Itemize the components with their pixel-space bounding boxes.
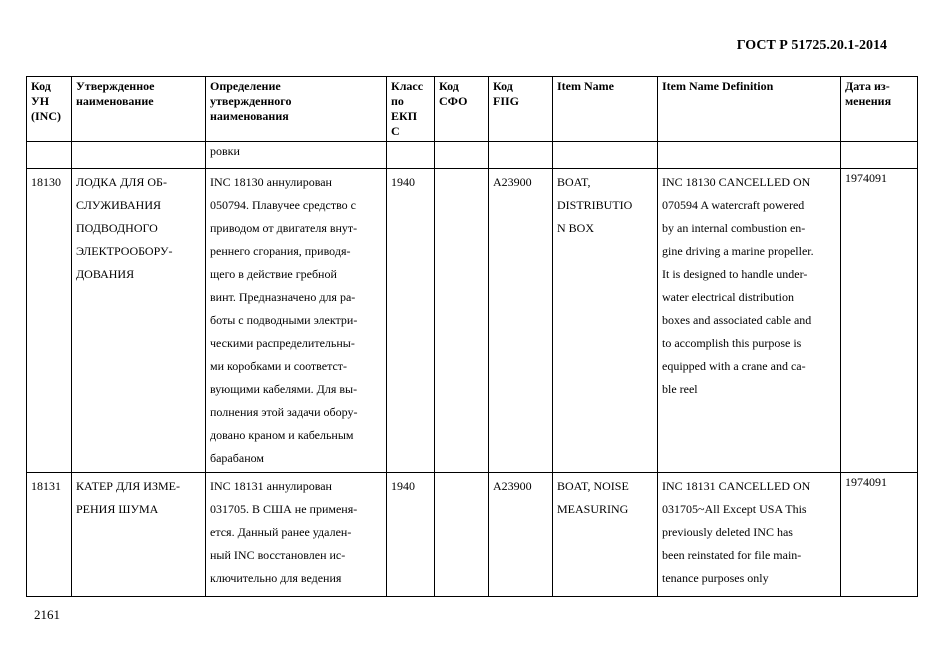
text-line: ЭЛЕКТРООБОРУ- [76, 244, 173, 258]
text-line: наименование [76, 94, 154, 108]
class-code: 1940 [387, 169, 435, 473]
text-line: РЕНИЯ ШУМА [76, 502, 159, 516]
text-line: Класс [391, 79, 424, 93]
inc-table [26, 76, 918, 597]
text-line: Код [31, 79, 51, 93]
text-line: приводом от двигателя внут- [210, 221, 358, 235]
text-line: by an internal combustion en- [662, 221, 806, 235]
text-line: to accomplish this purpose is [662, 336, 802, 350]
text-line: Определение [210, 79, 281, 93]
text-line: С [391, 124, 400, 138]
text-line: винт. Предназначено для ра- [210, 290, 356, 304]
table-row [27, 473, 918, 597]
sfo-code [435, 169, 489, 473]
text-line: менения [845, 94, 892, 108]
text-line: наименования [210, 109, 289, 123]
text-line: previously deleted INC has [662, 525, 793, 539]
text-line: УН [31, 94, 50, 108]
text-line: INC 18131 CANCELLED ON [662, 479, 811, 493]
text-line: утвержденного [210, 94, 292, 108]
text-line: MEASURING [557, 502, 629, 516]
col-header-fiig [489, 77, 553, 142]
text-line: Item Name Definition [662, 79, 774, 93]
definition-continuation: ровки [206, 142, 387, 169]
text-line: боты с подводными электри- [210, 313, 358, 327]
text-line: ный INC восстановлен ис- [210, 548, 346, 562]
fiig-code: A23900 [489, 169, 553, 473]
text-line: вующими кабелями. Для вы- [210, 382, 358, 396]
text-line: реннего сгорания, приводя- [210, 244, 351, 258]
col-header-change-date [841, 77, 918, 142]
text-line: ble reel [662, 382, 698, 396]
text-line: ключительно для ведения [210, 571, 342, 585]
text-line: ДОВАНИЯ [76, 267, 135, 281]
change-date: 1974091 [841, 169, 918, 473]
text-line: Дата из- [845, 79, 890, 93]
item-name-definition [658, 473, 841, 597]
text-line: 031705~All Except USA This [662, 502, 807, 516]
table-row-continuation [27, 142, 918, 169]
text-line: BOAT, NOISE [557, 479, 629, 493]
text-line: It is designed to handle under- [662, 267, 808, 281]
text-line: BOAT, [557, 175, 591, 189]
text-line: N BOX [557, 221, 595, 235]
text-line: довано краном и кабельным [210, 428, 354, 442]
table-header-row [27, 77, 918, 142]
text-line: 050794. Плавучее средство с [210, 198, 357, 212]
text-line: 031705. В США не применя- [210, 502, 358, 516]
text-line: INC 18130 CANCELLED ON [662, 175, 811, 189]
text-line: been reinstated for file main- [662, 548, 802, 562]
col-header-definition [206, 77, 387, 142]
text-line: 070594 A watercraft powered [662, 198, 805, 212]
col-header-inc [27, 77, 72, 142]
text-line: tenance purposes only [662, 571, 769, 585]
item-name [553, 473, 658, 597]
text-line: СЛУЖИВАНИЯ [76, 198, 162, 212]
inc-code: 18130 [27, 169, 72, 473]
page-number: 2161 [34, 607, 60, 622]
inc-code: 18131 [27, 473, 72, 597]
col-header-item-name [553, 77, 658, 142]
text-line: барабаном [210, 451, 264, 465]
col-header-class [387, 77, 435, 142]
text-line: Утвержденное [76, 79, 155, 93]
text-line: Код [493, 79, 513, 93]
definition [206, 169, 387, 473]
sfo-code [435, 473, 489, 597]
text-line: ми коробками и соответст- [210, 359, 348, 373]
text-line: СФО [439, 94, 468, 108]
text-line: Код [439, 79, 459, 93]
definition [206, 473, 387, 597]
text-line: ПОДВОДНОГО [76, 221, 158, 235]
text-line: DISTRIBUTIO [557, 198, 633, 212]
text-line: FIIG [493, 94, 520, 108]
text-line: полнения этой задачи обору- [210, 405, 358, 419]
text-line: ЕКП [391, 109, 418, 123]
text-line: boxes and associated cable and [662, 313, 812, 327]
text-line: Item Name [557, 79, 614, 93]
change-date: 1974091 [841, 473, 918, 597]
text-line: по [391, 94, 404, 108]
text-line: water electrical distribution [662, 290, 794, 304]
col-header-approved-name [72, 77, 206, 142]
text-line: щего в действие гребной [210, 267, 337, 281]
text-line: ется. Данный ранее удален- [210, 525, 352, 539]
col-header-item-name-definition [658, 77, 841, 142]
table-row [27, 169, 918, 473]
text-line: (INC) [31, 109, 61, 123]
col-header-sfo [435, 77, 489, 142]
item-name [553, 169, 658, 473]
item-name-definition [658, 169, 841, 473]
document-code: ГОСТ Р 51725.20.1-2014 [736, 38, 887, 53]
text-line: gine driving a marine propeller. [662, 244, 814, 258]
text-line: КАТЕР ДЛЯ ИЗМЕ- [76, 479, 180, 493]
fiig-code: A23900 [489, 473, 553, 597]
text-line: ЛОДКА ДЛЯ ОБ- [76, 175, 167, 189]
text-line: INC 18131 аннулирован [210, 479, 332, 493]
approved-name [72, 473, 206, 597]
approved-name [72, 169, 206, 473]
text-line: ческими распределительны- [210, 336, 355, 350]
text-line: INC 18130 аннулирован [210, 175, 332, 189]
text-line: equipped with a crane and ca- [662, 359, 806, 373]
class-code: 1940 [387, 473, 435, 597]
